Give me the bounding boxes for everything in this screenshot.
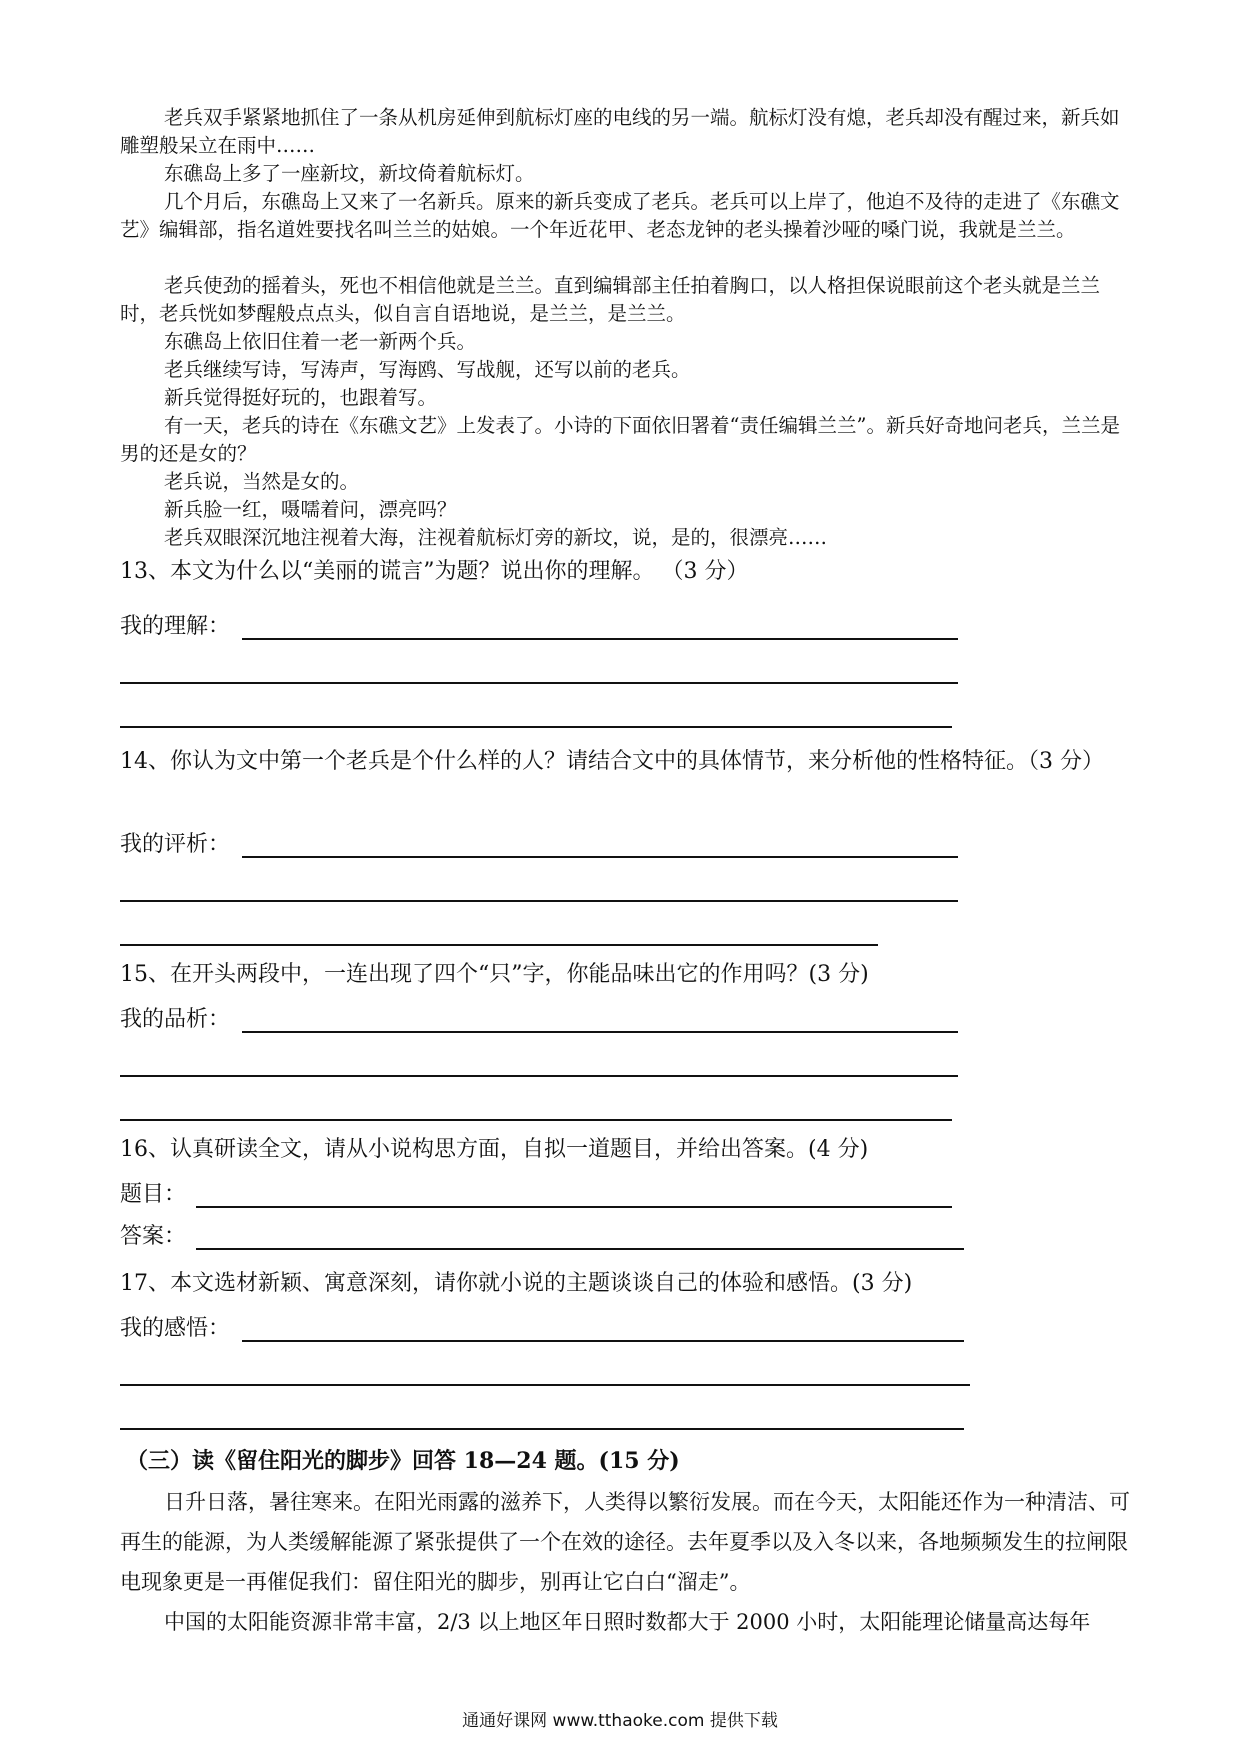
answer-line[interactable] [120,900,958,902]
story-paragraph: 老兵使劲的摇着头，死也不相信他就是兰兰。直到编辑部主任拍着胸口，以人格担保说眼前这个老头就是兰兰时，老兵恍如梦醒般点点头，似自言自语地说，是兰兰，是兰兰。 [120,274,1101,325]
question-14: 14、你认为文中第一个老兵是个什么样的人？请结合文中的具体情节，来分析他的性格特征。（3 分） [120,749,1104,774]
answer-line[interactable] [120,726,952,728]
story-paragraph: 老兵双手紧紧地抓住了一条从机房延伸到航标灯座的电线的另一端。航标灯没有熄，老兵却没有醒过来，新兵如雕塑般呆立在雨中…… [120,106,1120,157]
answer-label-13: 我的理解： [120,614,231,639]
answer-line[interactable] [242,1340,964,1342]
answer-label-15: 我的品析： [120,1007,231,1032]
question-17: 17、本文选材新颖、寓意深刻，请你就小说的主题谈谈自己的体验和感悟。(3 分) [120,1271,913,1296]
answer-line[interactable] [120,682,958,684]
question-15: 15、在开头两段中，一连出现了四个“只”字，你能品味出它的作用吗？(3 分) [120,962,869,987]
section-paragraph: 中国的太阳能资源非常丰富，2/3 以上地区年日照时数都大于 2000 小时，太阳能理论储量高达每年 [164,1610,1091,1634]
answer-line[interactable] [242,1031,958,1033]
section-paragraph: 日升日落，暑往寒来。在阳光雨露的滋养下，人类得以繁衍发展。而在今天，太阳能还作为一种清洁、可再生的能源，为人类缓解能源了紧张提供了一个在效的途径。去年夏季以及入冬以来，各地频频发生的拉闸限电现象更是一再催促我们：留住阳光的脚步，别再让它白白“溜走”。 [120,1490,1130,1594]
story-paragraph: 老兵说，当然是女的。 [164,470,360,493]
story-paragraph: 老兵双眼深沉地注视着大海，注视着航标灯旁的新坟，说，是的，很漂亮…… [164,526,828,549]
answer-line[interactable] [196,1206,952,1208]
story-paragraph: 新兵脸一红，嗫嚅着问，漂亮吗？ [164,498,457,521]
answer-label-16-answer: 答案： [120,1224,187,1249]
story-paragraph: 东礁岛上多了一座新坟，新坟倚着航标灯。 [164,162,535,185]
answer-line[interactable] [242,638,958,640]
story-paragraph: 新兵觉得挺好玩的，也跟着写。 [164,386,438,409]
answer-line[interactable] [242,856,958,858]
answer-label-14: 我的评析： [120,832,231,857]
footer-credit: 通通好课网 www.tthaoke.com 提供下载 [462,1711,778,1731]
question-13: 13、本文为什么以“美丽的谎言”为题？说出你的理解。 （3 分） [120,559,749,584]
answer-label-17: 我的感悟： [120,1316,231,1341]
answer-line[interactable] [120,1384,970,1386]
story-paragraph: 东礁岛上依旧住着一老一新两个兵。 [164,330,477,353]
answer-label-16-title: 题目： [120,1182,187,1207]
story-paragraph: 老兵继续写诗，写涛声，写海鸥、写战舰，还写以前的老兵。 [164,358,691,381]
answer-line[interactable] [120,1119,952,1121]
answer-line[interactable] [120,1075,958,1077]
section-heading: （三）读《留住阳光的脚步》回答 18—24 题。(15 分) [126,1448,680,1474]
answer-line[interactable] [120,944,878,946]
story-paragraph: 有一天，老兵的诗在《东礁文艺》上发表了。小诗的下面依旧署着“责任编辑兰兰”。新兵好奇地问老兵，兰兰是男的还是女的？ [120,414,1120,465]
answer-line[interactable] [196,1248,964,1250]
story-paragraph: 几个月后，东礁岛上又来了一名新兵。原来的新兵变成了老兵。老兵可以上岸了，他迫不及待的走进了《东礁文艺》编辑部，指名道姓要找名叫兰兰的姑娘。一个年近花甲、老态龙钟的老头操着沙哑的嗓门说，我就是兰兰。 [120,190,1120,241]
answer-line[interactable] [120,1428,964,1430]
question-16: 16、认真研读全文，请从小说构思方面，自拟一道题目，并给出答案。(4 分) [120,1137,869,1162]
